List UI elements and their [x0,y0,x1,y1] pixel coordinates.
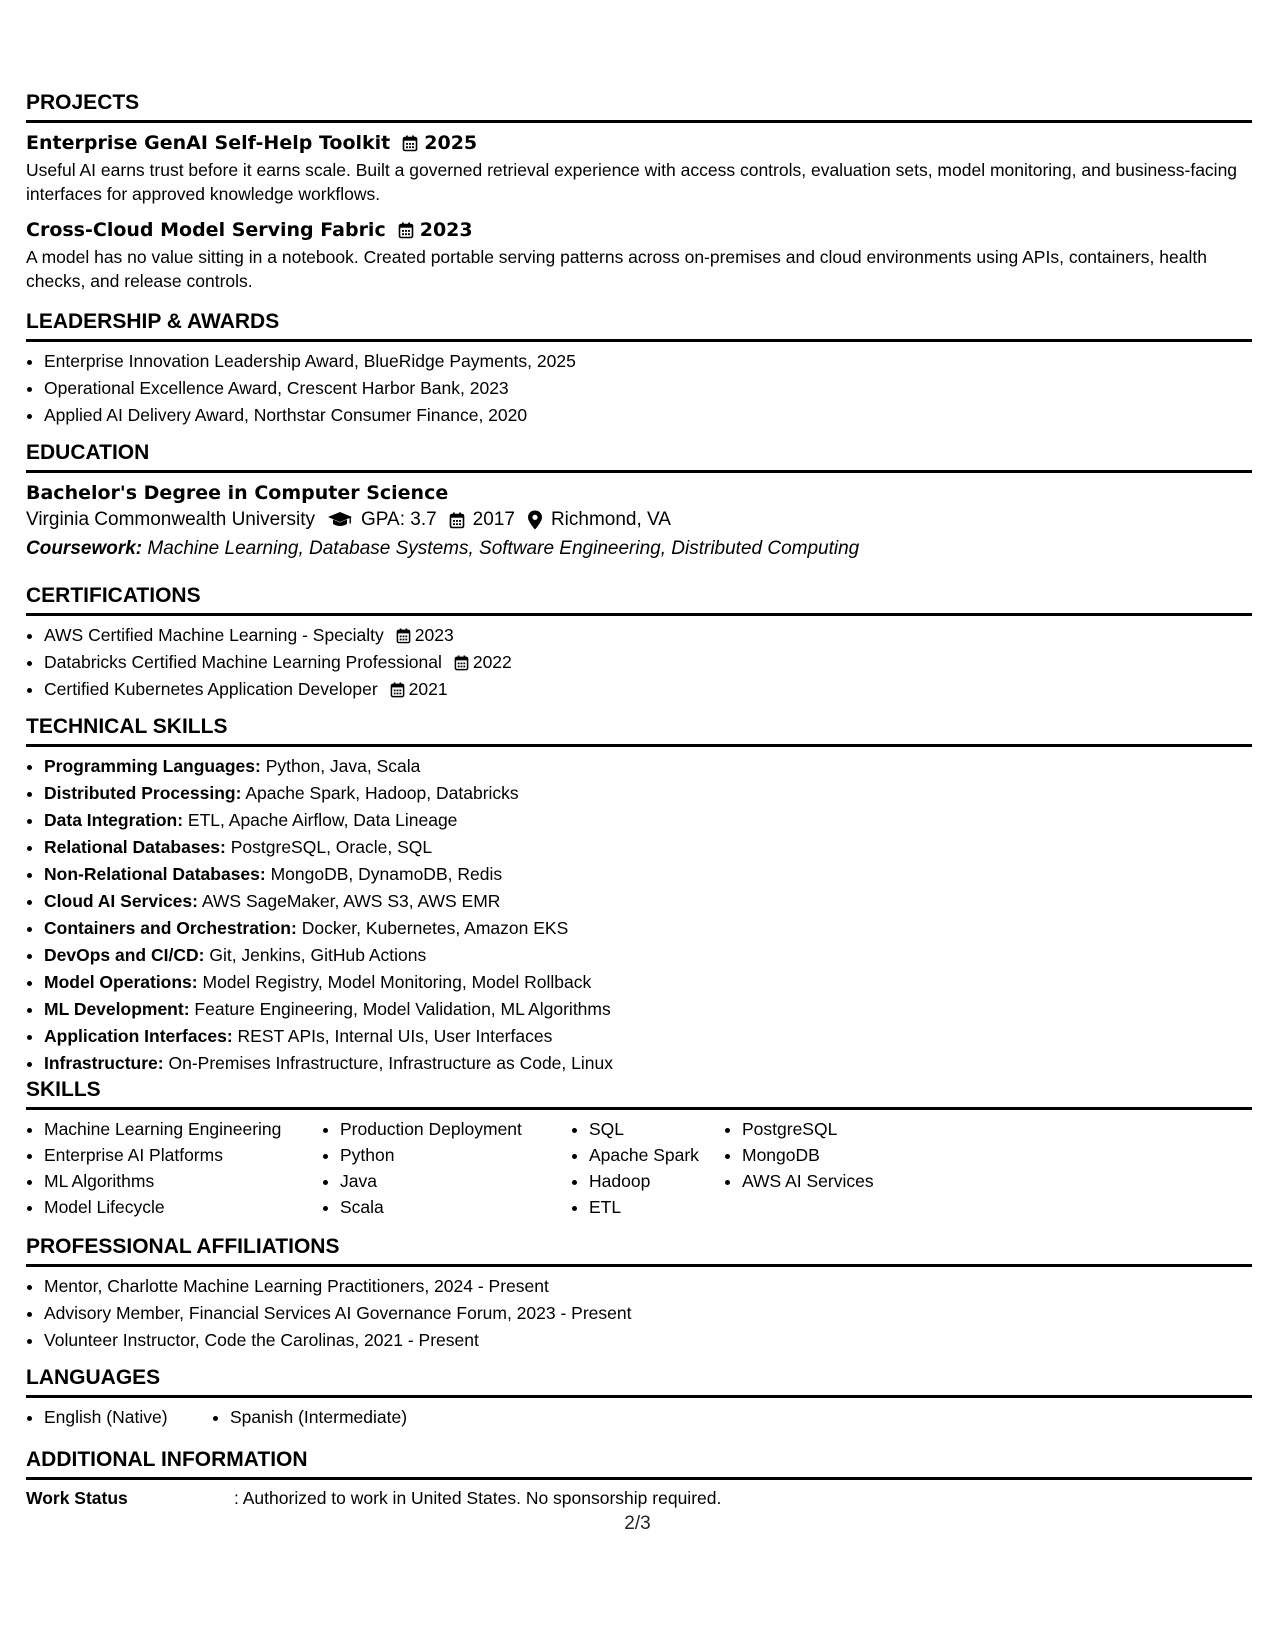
project-year: 2025 [424,132,478,154]
list-item: • Apache Spark [589,1142,724,1168]
list-item: • English (Native) [44,1404,212,1431]
technical-skills-title: TECHNICAL SKILLS [26,714,1252,747]
calendar-icon [402,135,418,152]
school-name: Virginia Commonwealth University [26,509,315,530]
graduation-cap-icon [327,511,353,529]
project-name: Enterprise GenAI Self-Help Toolkit [26,132,391,154]
work-status-row [26,1485,1252,1511]
calendar-icon [396,628,411,644]
list-item: • Applied AI Delivery Award, Northstar Consumer Finance, 2020 [44,402,1252,429]
skill-category: Infrastructure: [44,1053,164,1073]
calendar-icon [449,512,465,529]
list-item [44,915,1252,942]
list-item: • Production Deployment [340,1116,571,1142]
list-item [44,807,1252,834]
list-item: • Operational Excellence Award, Crescent Harbor Bank, 2023 [44,375,1252,402]
project-description: Useful AI earns trust before it earns scale. Built a governed retrieval experience with access controls, evaluation sets, model monitoring, and business-facing interfaces for approved knowledge workflows. [26,160,1238,204]
languages-section [26,1365,1252,1431]
list-item: • Model Lifecycle [44,1194,322,1220]
graduation-year: 2017 [472,509,515,530]
technical-skills-list [26,753,1252,1077]
location-pin-icon [527,510,543,530]
additional-info-title: ADDITIONAL INFORMATION [26,1447,1252,1480]
skill-category: Data Integration: [44,810,184,830]
list-item [44,1023,1252,1050]
coursework [26,535,1252,563]
skills-column [571,1116,724,1220]
skill-category: Non-Relational Databases: [44,864,266,884]
project-description: A model has no value sitting in a notebook. Created portable serving patterns across on-premises and cloud environments using APIs, containers, health checks, and release controls. [26,247,1207,291]
skill-values: Git, Jenkins, GitHub Actions [209,945,427,965]
project-name: Cross-Cloud Model Serving Fabric [26,219,386,241]
skills-columns [26,1116,1252,1220]
skills-column [26,1116,322,1220]
skill-values: PostgreSQL, Oracle, SQL [230,837,433,857]
skill-category: Relational Databases: [44,837,226,857]
skill-category: DevOps and CI/CD: [44,945,205,965]
languages-column [26,1404,212,1431]
skill-values: AWS SageMaker, AWS S3, AWS EMR [201,891,501,911]
list-item: • Scala [340,1194,571,1220]
list-item: • PostgreSQL [742,1116,942,1142]
languages-row [26,1404,1252,1431]
skill-values: On-Premises Infrastructure, Infrastructure as Code, Linux [168,1053,613,1073]
skill-category: ML Development: [44,999,190,1019]
cert-name: • Databricks Certified Machine Learning Professional [44,652,442,672]
list-item: • SQL [589,1116,724,1142]
education-title: EDUCATION [26,440,1252,473]
work-status-value: : Authorized to work in United States. No sponsorship required. [234,1488,722,1508]
cert-name: • Certified Kubernetes Application Developer [44,679,378,699]
list-item: • Hadoop [589,1168,724,1194]
education-details [26,505,1252,535]
projects-title: PROJECTS [26,90,1252,123]
list-item: • MongoDB [742,1142,942,1168]
skill-values: REST APIs, Internal UIs, User Interfaces [237,1026,553,1046]
skill-category: Distributed Processing: [44,783,242,803]
list-item [44,942,1252,969]
languages-title: LANGUAGES [26,1365,1252,1398]
calendar-icon [398,222,414,239]
project-heading [26,218,1252,242]
skill-category: Containers and Orchestration: [44,918,297,938]
work-status-label: Work Status [26,1488,128,1508]
skill-values: Python, Java, Scala [265,756,421,776]
skill-values: Model Registry, Model Monitoring, Model Rollback [202,972,592,992]
coursework-label: Coursework: [26,538,143,559]
list-item [44,676,1252,703]
list-item: • Python [340,1142,571,1168]
cert-year: 2021 [408,679,448,699]
skills-column [322,1116,571,1220]
list-item [44,969,1252,996]
list-item [44,649,1252,676]
list-item [44,780,1252,807]
certifications-list [26,622,1252,703]
technical-skills-section [26,714,1252,1077]
project-heading [26,131,1252,155]
cert-year: 2023 [414,625,454,645]
skill-values: Docker, Kubernetes, Amazon EKS [301,918,569,938]
list-item [44,753,1252,780]
list-item: • ML Algorithms [44,1168,322,1194]
awards-section [26,309,1252,429]
skills-column [724,1116,942,1220]
projects-section [26,90,1252,293]
degree: Bachelor's Degree in Computer Science [26,482,449,504]
list-item [44,622,1252,649]
skill-category: Model Operations: [44,972,198,992]
list-item: • AWS AI Services [742,1168,942,1194]
skills-section [26,1077,1252,1220]
languages-column [212,1404,407,1431]
list-item: • ETL [589,1194,724,1220]
cert-name: • AWS Certified Machine Learning - Specialty [44,625,384,645]
project-year: 2023 [419,219,473,241]
list-item: • Enterprise AI Platforms [44,1142,322,1168]
additional-info-section [26,1447,1252,1511]
affiliations-title: PROFESSIONAL AFFILIATIONS [26,1234,1252,1267]
page-number: 2/3 [624,1513,651,1534]
certifications-section [26,583,1252,703]
certifications-title: CERTIFICATIONS [26,583,1252,616]
calendar-icon [454,655,469,671]
list-item: • Java [340,1168,571,1194]
affiliations-section [26,1234,1252,1354]
list-item: • Mentor, Charlotte Machine Learning Practitioners, 2024 - Present [44,1273,1252,1300]
list-item [44,834,1252,861]
school-location: Richmond, VA [550,509,671,530]
list-item: • Enterprise Innovation Leadership Award, BlueRidge Payments, 2025 [44,348,1252,375]
list-item [44,861,1252,888]
skill-values: MongoDB, DynamoDB, Redis [270,864,503,884]
list-item [44,888,1252,915]
skill-values: Feature Engineering, Model Validation, ML Algorithms [194,999,611,1019]
education-section [26,440,1252,563]
skill-values: Apache Spark, Hadoop, Databricks [245,783,519,803]
skill-category: Application Interfaces: [44,1026,233,1046]
awards-title: LEADERSHIP & AWARDS [26,309,1252,342]
awards-list [26,348,1252,429]
calendar-icon [390,682,405,698]
list-item: • Volunteer Instructor, Code the Carolinas, 2021 - Present [44,1327,1252,1354]
cert-year: 2022 [472,652,512,672]
skill-values: ETL, Apache Airflow, Data Lineage [187,810,458,830]
list-item: • Machine Learning Engineering [44,1116,322,1142]
list-item: • Spanish (Intermediate) [230,1404,407,1431]
skill-category: Programming Languages: [44,756,261,776]
list-item: • Advisory Member, Financial Services AI Governance Forum, 2023 - Present [44,1300,1252,1327]
skill-category: Cloud AI Services: [44,891,198,911]
list-item [44,996,1252,1023]
skills-title: SKILLS [26,1077,1252,1110]
list-item [44,1050,1252,1077]
affiliations-list [26,1273,1252,1354]
coursework-list: Machine Learning, Database Systems, Software Engineering, Distributed Computing [147,538,860,559]
gpa: GPA: 3.7 [360,509,437,530]
